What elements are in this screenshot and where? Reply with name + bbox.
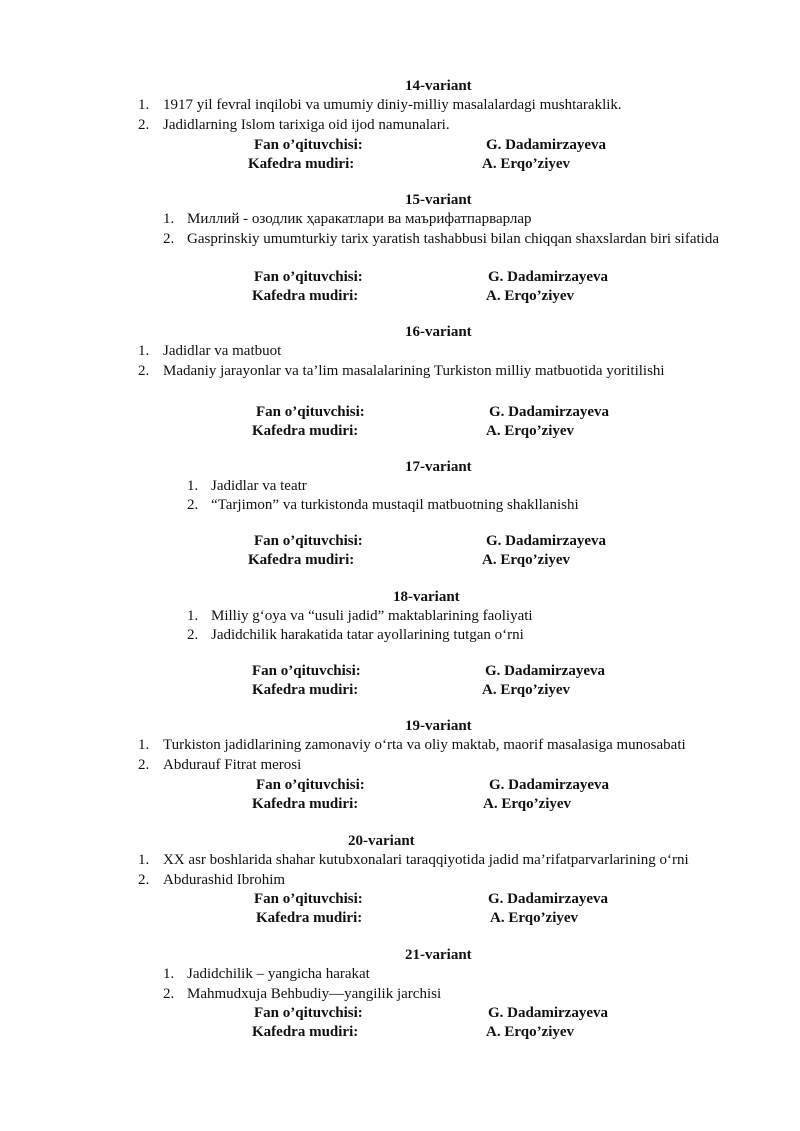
- teacher-name: G. Dadamirzayeva: [489, 404, 609, 420]
- item-number: 1.: [187, 478, 199, 494]
- variant-title: 20-variant: [348, 833, 415, 849]
- variant-title: 16-variant: [405, 324, 472, 340]
- item-text: Jadidchilik harakatida tatar ayollarining tutgan o‘rni: [211, 627, 524, 643]
- variant-title: 14-variant: [405, 78, 472, 94]
- variant-title: 19-variant: [405, 718, 472, 734]
- teacher-name: G. Dadamirzayeva: [489, 777, 609, 793]
- item-text: Jadidchilik – yangicha harakat: [187, 966, 370, 982]
- head-name: A. Erqo’ziyev: [483, 796, 572, 812]
- item-number: 2.: [163, 231, 175, 247]
- head-label: Kafedra mudiri:: [256, 910, 363, 926]
- variant-title: 18-variant: [393, 589, 460, 605]
- item-text: Milliy g‘oya va “usuli jadid” maktablarining faoliyati: [211, 608, 533, 624]
- item-text: Gasprinskiy umumturkiy tarix yaratish tashabbusi bilan chiqqan shaxslardan biri sifatida: [187, 231, 719, 247]
- item-text: Turkiston jadidlarining zamonaviy o‘rta va oliy maktab, maorif masalasiga munosabati: [163, 737, 686, 753]
- teacher-name: G. Dadamirzayeva: [485, 663, 605, 679]
- teacher-name: G. Dadamirzayeva: [488, 269, 608, 285]
- item-text: Миллий - озодлик ҳаракатлари ва маърифатпарварлар: [187, 211, 532, 227]
- head-label: Kafedra mudiri:: [252, 288, 359, 304]
- head-name: A. Erqo’ziyev: [482, 156, 571, 172]
- teacher-label: Fan o’qituvchisi:: [254, 891, 363, 907]
- item-number: 1.: [138, 852, 150, 868]
- teacher-label: Fan o’qituvchisi:: [256, 404, 365, 420]
- head-label: Kafedra mudiri:: [252, 423, 359, 439]
- item-number: 1.: [138, 97, 150, 113]
- variant-title: 15-variant: [405, 192, 472, 208]
- item-number: 1.: [138, 343, 150, 359]
- item-number: 2.: [138, 872, 150, 888]
- item-number: 2.: [163, 986, 175, 1002]
- list-item: [163, 230, 743, 270]
- head-label: Kafedra mudiri:: [252, 1024, 359, 1040]
- head-name: A. Erqo’ziyev: [482, 682, 571, 698]
- teacher-name: G. Dadamirzayeva: [486, 533, 606, 549]
- item-number: 1.: [163, 211, 175, 227]
- item-number: 1.: [187, 608, 199, 624]
- teacher-name: G. Dadamirzayeva: [488, 891, 608, 907]
- teacher-name: G. Dadamirzayeva: [486, 137, 606, 153]
- item-text: XX asr boshlarida shahar kutubxonalari taraqqiyotida jadid ma’rifatparvarlarining o‘rni: [163, 852, 689, 868]
- head-label: Kafedra mudiri:: [248, 552, 355, 568]
- item-number: 2.: [138, 117, 150, 133]
- item-text: Jadidlar va matbuot: [163, 343, 282, 359]
- teacher-name: G. Dadamirzayeva: [488, 1005, 608, 1021]
- teacher-label: Fan o’qituvchisi:: [254, 1005, 363, 1021]
- item-text: Madaniy jarayonlar va ta’lim masalalarining Turkiston milliy matbuotida yoritilishi: [163, 363, 665, 379]
- head-name: A. Erqo’ziyev: [482, 552, 571, 568]
- item-text: 1917 yil fevral inqilobi va umumiy diniy-milliy masalalardagi mushtaraklik.: [163, 97, 622, 113]
- item-number: 2.: [138, 757, 150, 773]
- head-name: A. Erqo’ziyev: [486, 423, 575, 439]
- teacher-label: Fan o’qituvchisi:: [254, 269, 363, 285]
- item-text: Abdurauf Fitrat merosi: [163, 757, 302, 773]
- item-text: Jadidlar va teatr: [211, 478, 307, 494]
- head-name: A. Erqo’ziyev: [490, 910, 579, 926]
- item-text: Mahmudxuja Behbudiy—yangilik jarchisi: [187, 986, 442, 1002]
- teacher-label: Fan o’qituvchisi:: [252, 663, 361, 679]
- item-number: 2.: [187, 627, 199, 643]
- variant-title: 21-variant: [405, 947, 472, 963]
- teacher-label: Fan o’qituvchisi:: [254, 533, 363, 549]
- head-label: Kafedra mudiri:: [252, 682, 359, 698]
- teacher-label: Fan o’qituvchisi:: [256, 777, 365, 793]
- variant-title: 17-variant: [405, 459, 472, 475]
- head-label: Kafedra mudiri:: [252, 796, 359, 812]
- item-number: 2.: [138, 363, 150, 379]
- item-number: 2.: [187, 497, 199, 513]
- item-number: 1.: [163, 966, 175, 982]
- teacher-label: Fan o’qituvchisi:: [254, 137, 363, 153]
- head-name: A. Erqo’ziyev: [486, 1024, 575, 1040]
- item-number: 1.: [138, 737, 150, 753]
- item-text: “Tarjimon” va turkistonda mustaqil matbuotning shakllanishi: [211, 497, 579, 513]
- head-name: A. Erqo’ziyev: [486, 288, 575, 304]
- item-text: Abdurashid Ibrohim: [163, 872, 286, 888]
- item-text: Jadidlarning Islom tarixiga oid ijod namunalari.: [163, 117, 450, 133]
- head-label: Kafedra mudiri:: [248, 156, 355, 172]
